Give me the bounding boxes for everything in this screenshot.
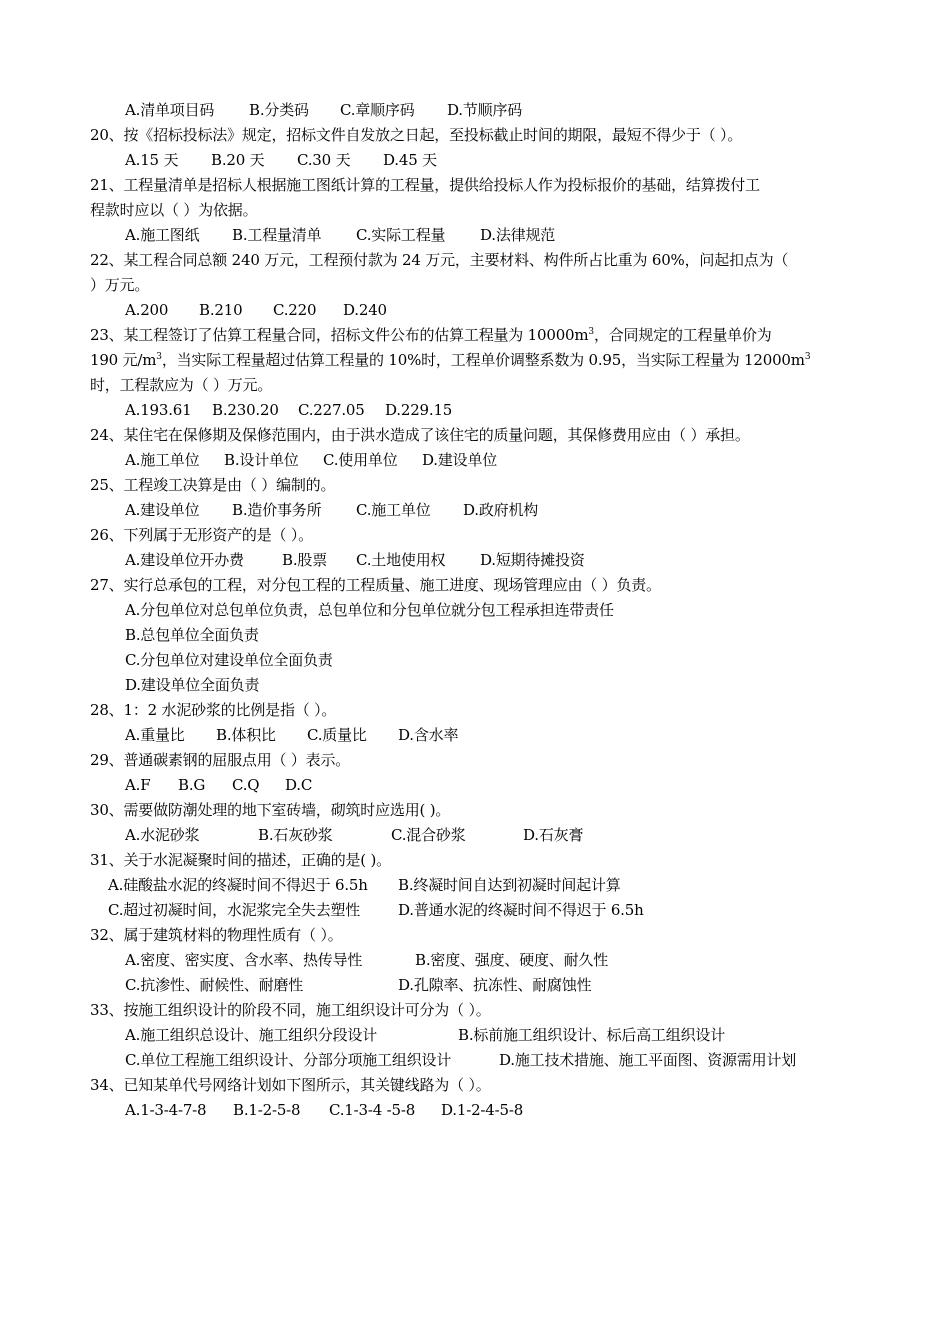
q28-option-b: B.体积比	[216, 726, 276, 744]
q29-option-a: A.F	[125, 776, 151, 794]
q23-question-cont2: 时，工程款应为（ ）万元。	[90, 376, 273, 394]
q25-option-d: D.政府机构	[463, 501, 539, 519]
q33-option-c: C.单位工程施工组织设计、分部分项施工组织设计	[125, 1051, 452, 1069]
q24-option-b: B.设计单位	[224, 451, 299, 469]
q32-option-b: B.密度、强度、硬度、耐久性	[415, 951, 608, 969]
q20-options	[0, 148, 950, 173]
q34-option-c: C.1-3-4 -5-8	[329, 1101, 416, 1119]
q23-option-d: D.229.15	[385, 401, 453, 419]
q29-option-c: C.Q	[232, 776, 260, 794]
q24-option-c: C.使用单位	[323, 451, 398, 469]
q29-option-d: D.C	[285, 776, 313, 794]
q23-question: 23、某工程签订了估算工程量合同，招标文件公布的估算工程量为 $10000m^3$，合同规定的工程量单价为	[90, 326, 772, 344]
q33-option-b: B.标前施工组织设计、标后高工组织设计	[458, 1026, 725, 1044]
q20-option-d: D.45 天	[383, 151, 437, 169]
q24-question: 24、某住宅在保修期及保修范围内，由于洪水造成了该住宅的质量问题，其保修费用应由（ ）承担。	[90, 426, 750, 444]
q30-option-d: D.石灰膏	[523, 826, 584, 844]
q30-options	[0, 823, 950, 848]
q21-option-b: B.工程量清单	[232, 226, 322, 244]
q25-option-c: C.施工单位	[356, 501, 431, 519]
q21-option-c: C.实际工程量	[356, 226, 446, 244]
q19-option-a: A.清单项目码	[125, 101, 215, 119]
q32-option-a: A.密度、密实度、含水率、热传导性	[125, 951, 363, 969]
q31-question: 31、关于水泥凝聚时间的描述，正确的是( )。	[90, 851, 391, 869]
q20-option-c: C.30 天	[297, 151, 351, 169]
q28-option-d: D.含水率	[398, 726, 459, 744]
q33-option-a: A.施工组织总设计、施工组织分段设计	[125, 1026, 378, 1044]
q34-option-d: D.1-2-4-5-8	[441, 1101, 524, 1119]
q34-options	[0, 1098, 950, 1123]
q20-option-b: B.20 天	[211, 151, 265, 169]
q29-question: 29、普通碳素钢的屈服点用（ ）表示。	[90, 751, 351, 769]
q27-option-a: A.分包单位对总包单位负责，总包单位和分包单位就分包工程承担连带责任	[125, 601, 614, 619]
q28-options	[0, 723, 950, 748]
q33-options-row1	[0, 1023, 950, 1048]
q30-option-b: B.石灰砂浆	[258, 826, 333, 844]
q26-question: 26、下列属于无形资产的是（ ）。	[90, 526, 313, 544]
q31-option-b: B.终凝时间自达到初凝时间起计算	[398, 876, 621, 894]
q20-option-a: A.15 天	[125, 151, 179, 169]
q32-option-d: D.孔隙率、抗冻性、耐腐蚀性	[398, 976, 592, 994]
q31-option-d: D.普通水泥的终凝时间不得迟于 6.5h	[398, 901, 644, 919]
q34-question: 34、已知某单代号网络计划如下图所示，其关键线路为（ ）。	[90, 1076, 491, 1094]
q32-option-c: C.抗渗性、耐候性、耐磨性	[125, 976, 304, 994]
q23-question-cont: 190 元$/m^3$，当实际工程量超过估算工程量的 10%时，工程单价调整系数为 0.95，当实际工程量为 $12000m^3$	[90, 351, 811, 369]
q24-option-d: D.建设单位	[422, 451, 498, 469]
q24-option-a: A.施工单位	[125, 451, 200, 469]
q22-options	[0, 298, 950, 323]
q21-option-a: A.施工图纸	[125, 226, 200, 244]
q30-question: 30、需要做防潮处理的地下室砖墙，砌筑时应选用( )。	[90, 801, 451, 819]
q23-option-a: A.193.61	[125, 401, 192, 419]
q22-question: 22、某工程合同总额 240 万元，工程预付款为 24 万元，主要材料、构件所占比重为 60%，问起扣点为（	[90, 251, 789, 269]
q21-option-d: D.法律规范	[480, 226, 556, 244]
q30-option-a: A.水泥砂浆	[125, 826, 200, 844]
q26-option-c: C.土地使用权	[356, 551, 446, 569]
q33-question: 33、按施工组织设计的阶段不同，施工组织设计可分为（ ）。	[90, 1001, 491, 1019]
q24-options	[0, 448, 950, 473]
q32-question: 32、属于建筑材料的物理性质有（ ）。	[90, 926, 343, 944]
q29-options	[0, 773, 950, 798]
q27-option-d: D.建设单位全面负责	[125, 676, 260, 694]
q31-option-c: C.超过初凝时间，水泥浆完全失去塑性	[108, 901, 361, 919]
q30-option-c: C.混合砂浆	[391, 826, 466, 844]
q19-option-d: D.节顺序码	[447, 101, 523, 119]
q22-question-cont: ）万元。	[90, 276, 150, 294]
q27-option-b: B.总包单位全面负责	[125, 626, 259, 644]
q23-option-c: C.227.05	[298, 401, 365, 419]
q33-options-row2	[0, 1048, 950, 1073]
q27-question: 27、实行总承包的工程，对分包工程的工程质量、施工进度、现场管理应由（ ）负责。	[90, 576, 661, 594]
q21-options	[0, 223, 950, 248]
q31-options-row2	[0, 898, 950, 923]
exam-page	[0, 98, 950, 1123]
q33-option-d: D.施工技术措施、施工平面图、资源需用计划	[499, 1051, 797, 1069]
q34-option-a: A.1-3-4-7-8	[125, 1101, 207, 1119]
q22-option-b: B.210	[199, 301, 243, 319]
q26-options	[0, 548, 950, 573]
q26-option-a: A.建设单位开办费	[125, 551, 244, 569]
q20-question: 20、按《招标投标法》规定，招标文件自发放之日起，至投标截止时间的期限，最短不得少于（ ）。	[90, 126, 743, 144]
q22-option-d: D.240	[343, 301, 387, 319]
q31-options-row1	[0, 873, 950, 898]
q25-question: 25、工程竣工决算是由（ ）编制的。	[90, 476, 336, 494]
q22-option-c: C.220	[273, 301, 317, 319]
q28-option-c: C.质量比	[307, 726, 367, 744]
q25-option-a: A.建设单位	[125, 501, 200, 519]
q22-option-a: A.200	[125, 301, 169, 319]
q29-option-b: B.G	[178, 776, 206, 794]
q28-option-a: A.重量比	[125, 726, 185, 744]
q25-options	[0, 498, 950, 523]
q34-option-b: B.1-2-5-8	[233, 1101, 301, 1119]
q32-options-row1	[0, 948, 950, 973]
q21-question-cont: 程款时应以（ ）为依据。	[90, 201, 258, 219]
q19-option-b: B.分类码	[249, 101, 309, 119]
q31-option-a: A.硅酸盐水泥的终凝时间不得迟于 6.5h	[108, 876, 368, 894]
q25-option-b: B.造价事务所	[232, 501, 322, 519]
q26-option-b: B.股票	[282, 551, 327, 569]
q28-question: 28、1：2 水泥砂浆的比例是指（ ）。	[90, 701, 337, 719]
q19-option-c: C.章顺序码	[340, 101, 415, 119]
q23-options	[0, 398, 950, 423]
q19-options	[0, 98, 950, 123]
q27-option-c: C.分包单位对建设单位全面负责	[125, 651, 333, 669]
q23-option-b: B.230.20	[212, 401, 279, 419]
q32-options-row2	[0, 973, 950, 998]
q21-question: 21、工程量清单是招标人根据施工图纸计算的工程量，提供给投标人作为投标报价的基础，结算拨付工	[90, 176, 760, 194]
q26-option-d: D.短期待摊投资	[480, 551, 585, 569]
